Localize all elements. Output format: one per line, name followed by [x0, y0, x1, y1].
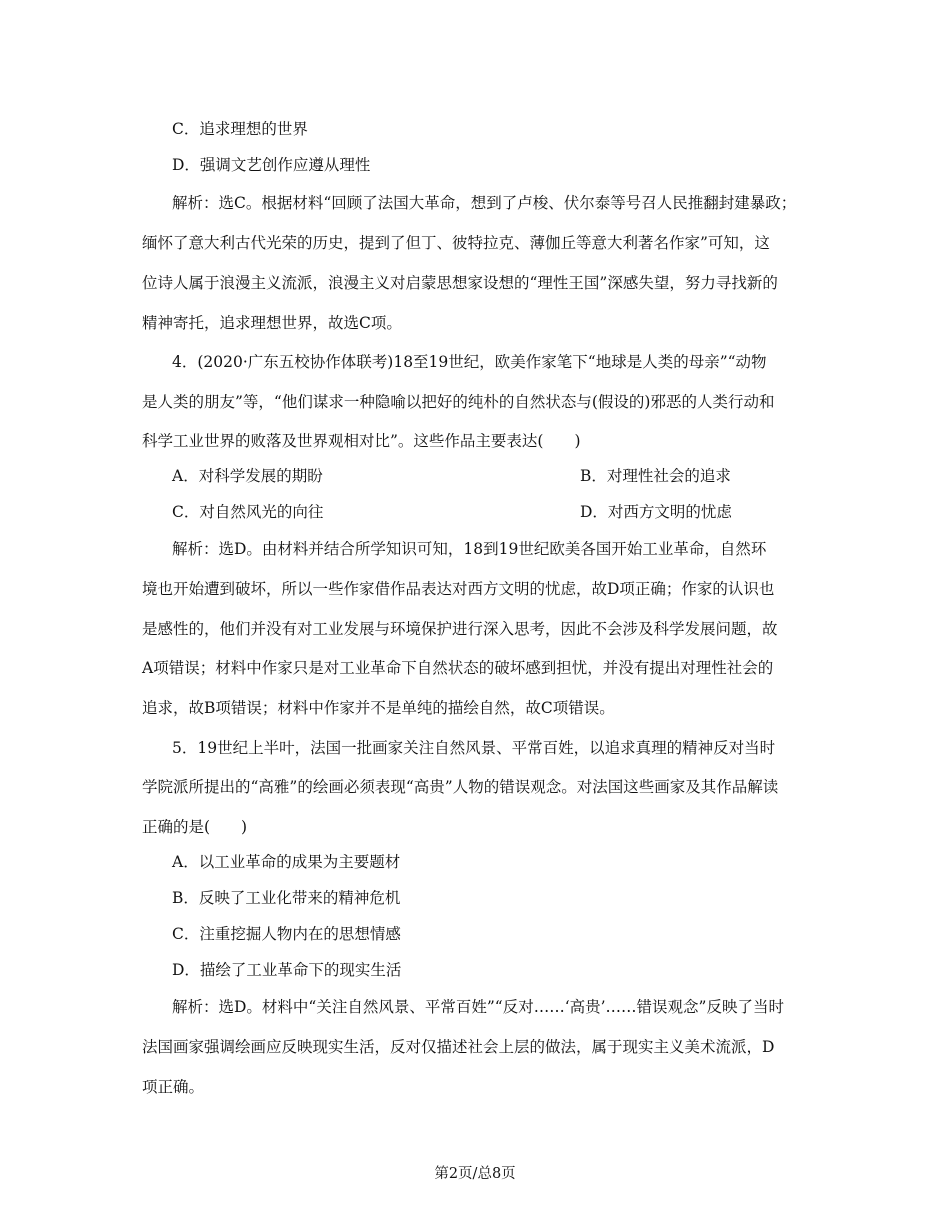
q4-option-c: C．对自然风光的向往	[172, 503, 324, 521]
q4-stem-line: 是人类的朋友”等，“他们谋求一种隐喻以把好的纯朴的自然状态与(假设的)邪恶的人类行动和	[142, 393, 775, 411]
q4-option-b: B．对理性社会的追求	[580, 467, 731, 485]
q4-analysis-line: 境也开始遭到破坏，所以一些作家借作品表达对西方文明的忧虑，故D项正确；作家的认识也	[142, 580, 775, 598]
q5-analysis-line: 法国画家强调绘画应反映现实生活，反对仅描述社会上层的做法，属于现实主义美术流派，D	[142, 1038, 775, 1056]
q4-option-d: D．对西方文明的忧虑	[580, 503, 732, 521]
q3-option-c: C．追求理想的世界	[172, 120, 308, 138]
q4-option-a: A．对科学发展的期盼	[172, 467, 323, 485]
q4-analysis-line: 是感性的，他们并没有对工业发展与环境保护进行深入思考，因此不会涉及科学发展问题，故	[142, 620, 778, 638]
q3-analysis-line: 精神寄托，追求理想世界，故选C项。	[142, 314, 402, 332]
q3-analysis-line: 位诗人属于浪漫主义流派，浪漫主义对启蒙思想家设想的“理性王国”深感失望，努力寻找新的	[142, 274, 778, 292]
q3-analysis-line: 缅怀了意大利古代光荣的历史，提到了但丁、彼特拉克、薄伽丘等意大利著名作家”可知，这	[142, 234, 770, 252]
q5-analysis-line: 解析：选D。材料中“关注自然风景、平常百姓”“反对……‘高贵’……错误观念”反映了当时	[172, 998, 784, 1016]
q5-option-a: A．以工业革命的成果为主要题材	[172, 853, 401, 871]
page-number: 第2页/总8页	[434, 1166, 516, 1182]
q4-stem-line: 科学工业世界的败落及世界观相对比”。这些作品主要表达( )	[142, 432, 581, 450]
q4-analysis-line: A项错误；材料中作家只是对工业革命下自然状态的破坏感到担忧，并没有提出对理性社会的	[142, 659, 774, 677]
q4-analysis-line: 解析：选D。由材料并结合所学知识可知，18到19世纪欧美各国开始工业革命，自然环	[172, 540, 767, 558]
q3-analysis-line: 解析：选C。根据材料“回顾了法国大革命，想到了卢梭、伏尔泰等号召人民推翻封建暴政；	[172, 194, 797, 212]
q5-option-c: C．注重挖掘人物内在的思想情感	[172, 925, 401, 943]
q4-stem-line: 4．(2020·广东五校协作体联考)18至19世纪，欧美作家笔下“地球是人类的母亲”“动物	[172, 353, 767, 371]
q5-analysis-line: 项正确。	[142, 1078, 205, 1096]
q3-option-d: D．强调文艺创作应遵从理性	[172, 156, 371, 174]
q4-analysis-line: 追求，故B项错误；材料中作家并不是单纯的描绘自然，故C项错误。	[142, 699, 615, 717]
q5-option-d: D．描绘了工业革命下的现实生活	[172, 961, 402, 979]
q5-stem-line: 学院派所提出的“高雅”的绘画必须表现“高贵”人物的错误观念。对法国这些画家及其作品解读	[142, 778, 779, 796]
q5-option-b: B．反映了工业化带来的精神危机	[172, 889, 401, 907]
q5-stem-line: 5．19世纪上半叶，法国一批画家关注自然风景、平常百姓，以追求真理的精神反对当时	[172, 739, 776, 757]
q5-stem-line: 正确的是( )	[142, 818, 248, 836]
